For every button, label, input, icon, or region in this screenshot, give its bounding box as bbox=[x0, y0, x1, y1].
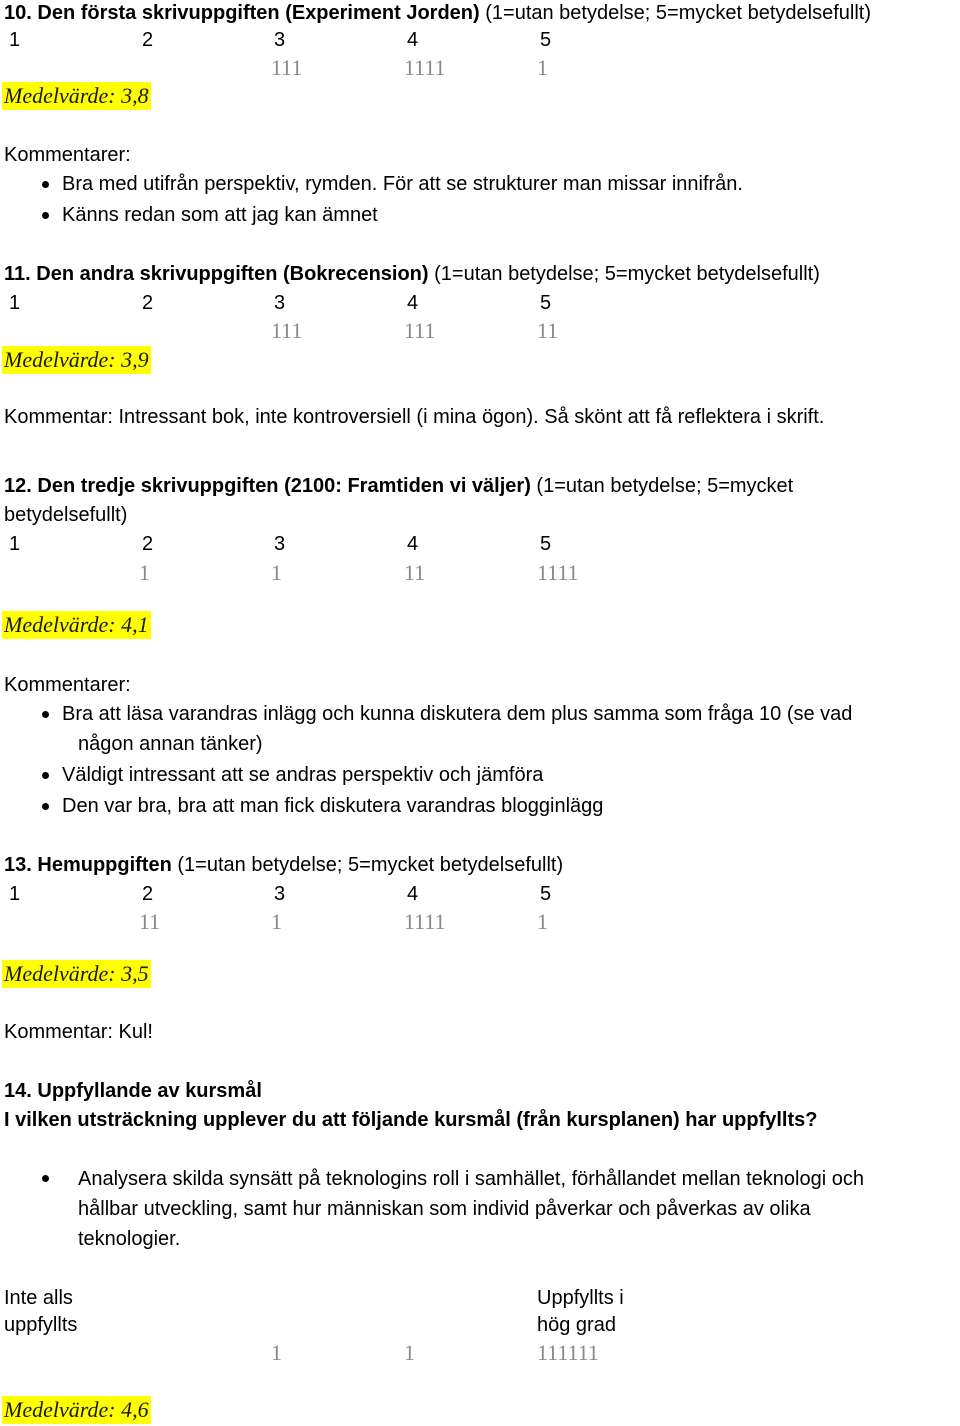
q13-scale-labels bbox=[0, 881, 600, 907]
q10-comment-1: Bra med utifrån perspektiv, rymden. För att se strukturer man missar innifrån. bbox=[62, 173, 743, 195]
q13-number: 13. bbox=[4, 854, 32, 876]
q11-heading bbox=[4, 261, 820, 287]
tally-4: 1111 bbox=[404, 909, 446, 934]
q10-heading bbox=[4, 0, 871, 26]
q10-comment-2: Känns redan som att jag kan ämnet bbox=[62, 204, 378, 226]
q10-tallies bbox=[0, 55, 700, 81]
q11-comment: Kommentar: Intressant bok, inte kontroversiell (i mina ögon). Så skönt att få reflektera i skrift. bbox=[4, 406, 825, 428]
q10-comments-label: Kommentarer: bbox=[4, 144, 131, 166]
q11-tallies bbox=[0, 318, 700, 344]
tally-3: 1 bbox=[271, 1340, 282, 1365]
q12-comment-2: Väldigt intressant att se andras perspektiv och jämföra bbox=[62, 764, 544, 786]
bullet-icon bbox=[42, 181, 49, 188]
scale-label-1: 1 bbox=[9, 883, 21, 905]
tally-5: 11 bbox=[537, 318, 559, 343]
q14-goal-line-1: Analysera skilda synsätt på teknologins roll i samhället, förhållandet mellan teknologi och bbox=[78, 1168, 864, 1190]
q10-title: Den första skrivuppgiften (Experiment Jorden) bbox=[37, 2, 480, 24]
q12-comment-3: Den var bra, bra att man fick diskutera varandras blogginlägg bbox=[62, 795, 604, 817]
tally-3: 111 bbox=[271, 55, 303, 80]
q12-tallies bbox=[0, 560, 700, 586]
tally-5: 111111 bbox=[537, 1340, 599, 1365]
tally-4: 111 bbox=[404, 318, 436, 343]
scale-label-2: 2 bbox=[142, 29, 154, 51]
q12-title: Den tredje skrivuppgiften (2100: Framtiden vi väljer) bbox=[37, 475, 531, 497]
bullet-icon bbox=[42, 772, 49, 779]
scale-label-3: 3 bbox=[274, 292, 286, 314]
tally-2: 1 bbox=[139, 560, 150, 585]
q11-scale-labels bbox=[0, 290, 600, 316]
scale-label-1: 1 bbox=[9, 292, 21, 314]
q14-goal-line-2: hållbar utveckling, samt hur människan som individ påverkar och påverkas av olika bbox=[78, 1198, 811, 1220]
q13-comment: Kommentar: Kul! bbox=[4, 1021, 153, 1043]
tally-2: 11 bbox=[139, 909, 161, 934]
scale-label-5: 5 bbox=[540, 29, 552, 51]
scale-label-5: 5 bbox=[540, 883, 552, 905]
tally-3: 111 bbox=[271, 318, 303, 343]
tally-5: 1 bbox=[537, 909, 548, 934]
scale-label-4: 4 bbox=[407, 533, 419, 555]
tally-4: 1111 bbox=[404, 55, 446, 80]
q14-left-anchor-line2: uppfyllts bbox=[4, 1314, 78, 1336]
q11-scale-description: (1=utan betydelse; 5=mycket betydelsefullt) bbox=[428, 263, 820, 285]
scale-label-4: 4 bbox=[407, 292, 419, 314]
scale-label-3: 3 bbox=[274, 29, 286, 51]
q10-number: 10. bbox=[4, 2, 32, 24]
q12-comment-1-line1: Bra att läsa varandras inlägg och kunna diskutera dem plus samma som fråga 10 (se vad bbox=[62, 703, 853, 725]
scale-label-1: 1 bbox=[9, 533, 21, 555]
q14-question: I vilken utsträckning upplever du att följande kursmål (från kursplanen) har uppfyllts? bbox=[4, 1109, 818, 1131]
q14-mean: Medelvärde: 4,6 bbox=[4, 1397, 149, 1422]
scale-label-4: 4 bbox=[407, 29, 419, 51]
q11-mean: Medelvärde: 3,9 bbox=[4, 347, 149, 372]
q13-scale-description: (1=utan betydelse; 5=mycket betydelsefullt) bbox=[171, 854, 564, 876]
scale-label-3: 3 bbox=[274, 533, 286, 555]
q10-scale-description: (1=utan betydelse; 5=mycket betydelsefullt) bbox=[479, 2, 871, 24]
tally-5: 1 bbox=[537, 55, 548, 80]
q14-right-anchor-line2: hög grad bbox=[537, 1314, 616, 1336]
q13-mean: Medelvärde: 3,5 bbox=[4, 961, 149, 986]
q14-goal bbox=[78, 1164, 864, 1254]
q14-tallies bbox=[0, 1340, 700, 1366]
q12-scale-labels bbox=[0, 531, 600, 557]
scale-label-5: 5 bbox=[540, 533, 552, 555]
q11-title: Den andra skrivuppgiften (Bokrecension) bbox=[36, 263, 429, 285]
q14-goal-line-3: teknologier. bbox=[78, 1228, 181, 1250]
q12-heading-line2: betydelsefullt) bbox=[4, 504, 128, 526]
q12-mean: Medelvärde: 4,1 bbox=[4, 612, 149, 637]
bullet-icon bbox=[42, 711, 49, 718]
q12-number: 12. bbox=[4, 475, 32, 497]
tally-5: 1111 bbox=[537, 560, 579, 585]
q10-scale-labels bbox=[0, 27, 600, 53]
q13-heading bbox=[4, 852, 563, 878]
q12-scale-description: (1=utan betydelse; 5=mycket bbox=[530, 475, 794, 497]
bullet-icon bbox=[42, 212, 49, 219]
q11-number: 11. bbox=[4, 263, 31, 285]
q10-mean: Medelvärde: 3,8 bbox=[4, 83, 149, 108]
tally-3: 1 bbox=[271, 909, 282, 934]
scale-label-2: 2 bbox=[142, 292, 154, 314]
scale-label-1: 1 bbox=[9, 29, 21, 51]
scale-label-3: 3 bbox=[274, 883, 286, 905]
q12-comments-label: Kommentarer: bbox=[4, 674, 131, 696]
tally-4: 11 bbox=[404, 560, 426, 585]
q14-title: Uppfyllande av kursmål bbox=[37, 1080, 262, 1102]
q14-left-anchor-line1: Inte alls bbox=[4, 1287, 73, 1309]
q13-tallies bbox=[0, 909, 700, 935]
scale-label-5: 5 bbox=[540, 292, 552, 314]
q12-comment-1-line2: någon annan tänker) bbox=[78, 733, 263, 755]
scale-label-4: 4 bbox=[407, 883, 419, 905]
q14-right-anchor-line1: Uppfyllts i bbox=[537, 1287, 624, 1309]
scale-label-2: 2 bbox=[142, 883, 154, 905]
q14-heading bbox=[4, 1078, 262, 1104]
bullet-icon bbox=[42, 1175, 49, 1182]
q14-number: 14. bbox=[4, 1080, 32, 1102]
tally-3: 1 bbox=[271, 560, 282, 585]
scale-label-2: 2 bbox=[142, 533, 154, 555]
tally-4: 1 bbox=[404, 1340, 415, 1365]
q13-title: Hemuppgiften bbox=[37, 854, 172, 876]
q12-heading bbox=[4, 473, 793, 499]
bullet-icon bbox=[42, 803, 49, 810]
